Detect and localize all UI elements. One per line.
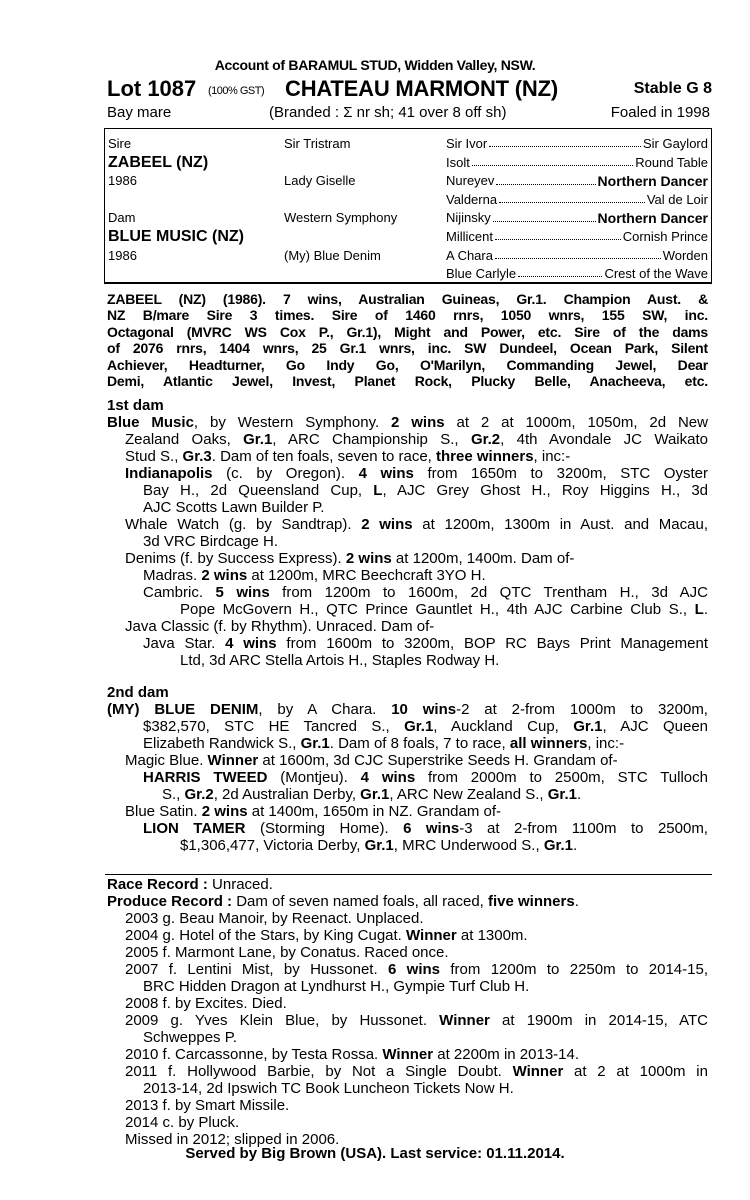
dotted-leader <box>495 248 661 259</box>
pedigree-row <box>105 266 711 284</box>
entry-line <box>107 1012 708 1029</box>
dam1-entry <box>107 635 708 669</box>
text: at 1200m, MRC Beechcraft 3YO H. <box>247 567 486 584</box>
pedigree-table <box>104 128 712 284</box>
text: , by Western Symphony. <box>193 414 392 431</box>
entry-line <box>107 927 708 944</box>
bold-text: 2 wins <box>361 516 413 533</box>
text: from 1650m to 3200m, STC Oyster <box>413 465 708 482</box>
bold-text: Produce Record : <box>107 893 237 910</box>
bold-text: 4 wins <box>358 465 414 482</box>
dotted-leader <box>496 173 595 185</box>
dam-name: BLUE MUSIC (NZ) <box>108 228 244 245</box>
service-note: Served by Big Brown (USA). Last service: 01.11.2014. <box>185 1145 565 1162</box>
sire-description-line: Demi, Atlantic Jewel, Invest, Planet Rock, Plucky Belle, Anacheeva, etc. <box>107 373 708 390</box>
bold-text: Indianapolis <box>125 465 213 482</box>
entry-line <box>107 944 708 961</box>
text: Blue Satin. <box>125 803 202 820</box>
bold-text: (MY) BLUE DENIM <box>107 701 259 718</box>
text: at 1200m, 1400m. Dam of- <box>391 550 575 567</box>
bold-text: Gr.1 <box>243 431 273 448</box>
bold-text: 2 wins <box>201 567 248 584</box>
entry-line <box>107 735 708 752</box>
text: 2011 f. Hollywood Barbie, by Not a Single Doubt. <box>125 1063 513 1080</box>
entry-line <box>107 533 708 550</box>
text: Whale Watch (g. by Sandtrap). <box>125 516 362 533</box>
text: from 1600m to 3200m, BOP RC Bays Print Management <box>276 635 708 652</box>
bold-text: Winner <box>512 1063 564 1080</box>
great-grandparent-name: Millicent <box>446 229 493 244</box>
text: 2013 f. by Smart Missile. <box>125 1097 290 1114</box>
entry-line <box>107 1063 708 1080</box>
bold-text: Gr.1 <box>547 786 577 803</box>
dam1-entry <box>107 584 708 618</box>
text: , MRC Underwood S., <box>393 837 544 854</box>
text: Schweppes P. <box>143 1029 237 1046</box>
great-grandparent <box>446 155 708 170</box>
bold-text: LION TAMER <box>143 820 246 837</box>
text: Bay H., 2d Queensland Cup, <box>143 482 374 499</box>
text: Dam of seven named foals, all raced, <box>236 893 488 910</box>
great-grandparent-sire: Round Table <box>635 154 708 170</box>
bold-text: Gr.1 <box>404 718 434 735</box>
great-grandparent-name: Nijinsky <box>446 210 491 226</box>
entry-line <box>107 995 708 1012</box>
dam1-entry <box>107 465 708 516</box>
grandparent-name: (My) Blue Denim <box>284 247 381 263</box>
bold-text: 4 wins <box>225 635 277 652</box>
divider <box>105 874 712 875</box>
sire-description-line: Octagonal (MVRC WS Cox P., Gr.1), Might and Power, etc. Sire of the dams <box>107 323 708 340</box>
bold-text: five winners <box>488 893 575 910</box>
bold-text: Gr.1 <box>300 735 330 752</box>
entry-line <box>107 718 708 735</box>
entry-line <box>107 482 708 499</box>
sire-description-line: of 2076 rnrs, 1404 wnrs, 25 Gr.1 wnrs, inc. SW Dundeel, Ocean Park, Silent <box>107 340 708 357</box>
great-grandparent-name: Nureyev <box>446 173 495 189</box>
bold-text: Gr.2 <box>184 786 214 803</box>
text: from 1200m to 1600m, 2d QTC Trentham H., 3d AJC <box>269 584 708 601</box>
produce-entry <box>107 1114 708 1131</box>
text: 2014 c. by Pluck. <box>125 1114 240 1131</box>
great-grandparent-sire: Northern Dancer <box>597 210 708 227</box>
entry-line <box>107 978 708 995</box>
dam2-entry <box>107 752 708 769</box>
bold-text: Winner <box>207 752 259 769</box>
text: at 2 at 1000m in <box>563 1063 708 1080</box>
first-dam-heading: 1st dam <box>107 397 164 414</box>
great-grandparent-sire: Northern Dancer <box>597 173 708 190</box>
bold-text: 2 wins <box>201 803 248 820</box>
text: , ARC New Zealand S., <box>389 786 548 803</box>
text: from 2000m to 2500m, STC Tulloch <box>415 769 708 786</box>
text: 3d VRC Birdcage H. <box>143 533 279 550</box>
text: (Storming Home). <box>245 820 404 837</box>
text: at 1600m, 3d CJC Superstrike Seeds H. Grandam of- <box>258 752 618 769</box>
great-grandparent-sire: Cornish Prince <box>622 229 708 244</box>
text: 2009 g. Yves Klein Blue, by Hussonet. <box>125 1012 440 1029</box>
dam-label: Dam <box>108 210 136 226</box>
text: , Auckland Cup, <box>433 718 574 735</box>
text: at 1400m, 1650m in NZ. Grandam of- <box>247 803 502 820</box>
great-grandparent-name: A Chara <box>446 247 493 263</box>
pedigree-row <box>105 173 711 191</box>
pedigree-row <box>105 155 711 173</box>
text: Java Classic (f. by Rhythm). Unraced. Dam of- <box>125 618 435 635</box>
entry-line <box>107 1114 708 1131</box>
pedigree-row <box>105 229 711 247</box>
text: -2 at 2-from 1000m to 3200m, <box>456 701 708 718</box>
bold-text: Gr.1 <box>543 837 573 854</box>
bold-text: Race Record : <box>107 876 213 893</box>
entry-line <box>107 701 708 718</box>
text: Elizabeth Randwick S., <box>143 735 301 752</box>
dam2-entry <box>107 701 708 752</box>
dam1-entry <box>107 516 708 550</box>
text: at 1200m, 1300m in Aust. and Macau, <box>412 516 708 533</box>
dotted-leader <box>499 192 645 203</box>
bold-text: Gr.3 <box>182 448 212 465</box>
stable-number: Stable G 8 <box>633 80 712 97</box>
text: , AJC Queen <box>602 718 708 735</box>
bold-text: 4 wins <box>360 769 416 786</box>
pedigree-row <box>105 136 711 154</box>
entry-line <box>107 910 708 927</box>
text: Unraced. <box>212 876 273 893</box>
great-grandparent-sire: Sir Gaylord <box>642 136 708 151</box>
first-dam-section <box>107 397 708 669</box>
bold-text: 10 wins <box>391 701 457 718</box>
entry-line <box>107 465 708 482</box>
text: Missed in 2012; slipped in 2006. <box>125 1131 340 1148</box>
produce-entry <box>107 961 708 995</box>
bold-text: 5 wins <box>215 584 270 601</box>
great-grandparent <box>446 192 708 207</box>
text: , ARC Championship S., <box>272 431 471 448</box>
produce-entry <box>107 944 708 961</box>
text: BRC Hidden Dragon at Lyndhurst H., Gympie Turf Club H. <box>143 978 530 995</box>
text: . <box>574 893 579 910</box>
bold-text: 2 wins <box>391 414 445 431</box>
text: Cambric. <box>143 584 216 601</box>
text: at 2 at 1000m, 1050m, 2d New <box>444 414 708 431</box>
text: , AJC Grey Ghost H., Roy Higgins H., 3d <box>382 482 708 499</box>
grandparent-name: Lady Giselle <box>284 173 356 189</box>
text: Denims (f. by Success Express). <box>125 550 346 567</box>
bold-text: Winner <box>406 927 457 944</box>
produce-entry <box>107 910 708 927</box>
produce-entry <box>107 1046 708 1063</box>
dotted-leader <box>489 136 641 147</box>
second-dam-section <box>107 684 708 854</box>
great-grandparent-name: Isolt <box>446 154 470 170</box>
great-grandparent <box>446 229 708 244</box>
produce-entry <box>107 893 708 910</box>
text: Pope McGovern H., QTC Prince Gauntlet H., 4th AJC Carbine Club S., <box>180 601 695 618</box>
bold-text: 2 wins <box>345 550 392 567</box>
foaled-year: Foaled in 1998 <box>610 104 710 121</box>
bold-text: HARRIS TWEED <box>143 769 268 786</box>
text: . <box>576 786 582 803</box>
dam2-entry <box>107 820 708 854</box>
bold-text: Winner <box>382 1046 434 1063</box>
entry-line <box>107 584 708 601</box>
text: (Montjeu). <box>267 769 361 786</box>
text: AJC Scotts Lawn Builder P. <box>143 499 325 516</box>
second-dam-heading: 2nd dam <box>107 684 169 701</box>
dam2-entry <box>107 769 708 803</box>
sire-description <box>107 291 708 389</box>
text: $1,306,477, Victoria Derby, <box>180 837 365 854</box>
horse-name: CHATEAU MARMONT (NZ) <box>285 76 558 101</box>
entry-line <box>107 448 708 465</box>
text: . Dam of 8 foals, 7 to race, <box>329 735 510 752</box>
dam1-entry <box>107 618 708 635</box>
text: (c. by Oregon). <box>212 465 359 482</box>
produce-entry <box>107 876 708 893</box>
bold-text: Blue Music <box>107 414 194 431</box>
text: . <box>703 601 708 618</box>
entry-line <box>107 1097 708 1114</box>
dam1-entry <box>107 567 708 584</box>
entry-line <box>107 803 708 820</box>
great-grandparent <box>446 210 708 226</box>
dam-year: 1986 <box>108 247 137 263</box>
great-grandparent-sire: Worden <box>662 247 708 263</box>
produce-entry <box>107 1012 708 1046</box>
bold-text: Gr.2 <box>470 431 501 448</box>
entry-line <box>107 652 708 669</box>
entry-line <box>107 567 708 584</box>
entry-line <box>107 431 708 448</box>
entry-line <box>107 769 708 786</box>
sire-name: ZABEEL (NZ) <box>108 153 209 171</box>
grandparent-name: Western Symphony <box>284 210 398 226</box>
entry-line <box>107 499 708 516</box>
bold-text: all winners <box>509 735 588 752</box>
horse-brand: (Branded : Σ nr sh; 41 over 8 off sh) <box>269 104 507 121</box>
lot-number: Lot 1087 <box>107 76 197 101</box>
bold-text: L <box>373 482 383 499</box>
sire-label: Sire <box>108 136 132 151</box>
title-row <box>107 76 712 102</box>
entry-line <box>107 635 708 652</box>
dotted-leader <box>495 229 621 240</box>
sire-description-line: ZABEEL (NZ) (1986). 7 wins, Australian Guineas, Gr.1. Champion Aust. & <box>107 291 708 307</box>
great-grandparent-name: Sir Ivor <box>446 136 488 151</box>
great-grandparent-sire: Crest of the Wave <box>604 266 708 282</box>
text: Madras. <box>143 567 202 584</box>
text: , inc:- <box>587 735 625 752</box>
text: . <box>573 837 578 854</box>
entry-line <box>107 550 708 567</box>
dam1-entry <box>107 550 708 567</box>
text: , 2d Australian Derby, <box>213 786 361 803</box>
entry-line <box>107 752 708 769</box>
pedigree-row <box>105 192 711 210</box>
produce-entry <box>107 995 708 1012</box>
dotted-leader <box>472 155 633 166</box>
pedigree-row <box>105 248 711 266</box>
gst-note: (100% GST) <box>208 85 265 97</box>
text: at 1300m. <box>456 927 528 944</box>
grandparent-name: Sir Tristram <box>284 136 351 151</box>
entry-line <box>107 1080 708 1097</box>
produce-entry <box>107 1097 708 1114</box>
entry-line <box>107 893 708 910</box>
text: at 1900m in 2014-15, ATC <box>489 1012 708 1029</box>
text: , 4th Avondale JC Waikato <box>500 431 708 448</box>
bold-text: Gr.1 <box>360 786 390 803</box>
text: 2003 g. Beau Manoir, by Reenact. Unplaced. <box>125 910 424 927</box>
produce-entry <box>107 927 708 944</box>
text: , by A Chara. <box>258 701 392 718</box>
dotted-leader <box>493 210 596 222</box>
text: 2004 g. Hotel of the Stars, by King Cugat. <box>125 927 407 944</box>
great-grandparent-name: Valderna <box>446 191 498 207</box>
entry-line <box>107 414 708 431</box>
entry-line <box>107 516 708 533</box>
text: Stud S., <box>125 448 183 465</box>
dam1-entry <box>107 414 708 465</box>
bold-text: Gr.1 <box>364 837 394 854</box>
text: 2005 f. Marmont Lane, by Conatus. Raced once. <box>125 944 449 961</box>
vendor-account: Account of BARAMUL STUD, Widden Valley, NSW. <box>214 57 536 73</box>
entry-line <box>107 876 708 893</box>
text: at 2200m in 2013-14. <box>433 1046 580 1063</box>
entry-line <box>107 601 708 618</box>
entry-line <box>107 1029 708 1046</box>
produce-entry <box>107 1063 708 1097</box>
great-grandparent <box>446 136 708 151</box>
text: 2010 f. Carcassonne, by Testa Rossa. <box>125 1046 383 1063</box>
bold-text: 6 wins <box>387 961 441 978</box>
bold-text: three winners <box>436 448 534 465</box>
text: $382,570, STC HE Tancred S., <box>143 718 405 735</box>
bold-text: Gr.1 <box>573 718 603 735</box>
text: 2013-14, 2d Ipswich TC Book Luncheon Tickets Now H. <box>143 1080 514 1097</box>
entry-line <box>107 786 708 803</box>
text: Magic Blue. <box>125 752 208 769</box>
text: from 1200m to 2250m to 2014-15, <box>440 961 709 978</box>
entry-line <box>107 961 708 978</box>
great-grandparent-name: Blue Carlyle <box>446 266 517 282</box>
entry-line <box>107 618 708 635</box>
sire-description-line: NZ B/mare Sire 3 times. Sire of 1460 rnrs, 1050 wnrs, 155 SW, inc. <box>107 307 708 324</box>
produce-record-section <box>107 876 708 1148</box>
text: Ltd, 3d ARC Stella Artois H., Staples Rodway H. <box>180 652 500 669</box>
bold-text: 6 wins <box>403 820 460 837</box>
entry-line <box>107 820 708 837</box>
text: Java Star. <box>143 635 226 652</box>
great-grandparent <box>446 248 708 263</box>
sire-year: 1986 <box>108 173 137 189</box>
bold-text: Winner <box>439 1012 490 1029</box>
text: Zealand Oaks, <box>125 431 244 448</box>
text: S., <box>162 786 185 803</box>
text: 2007 f. Lentini Mist, by Hussonet. <box>125 961 388 978</box>
bold-text: L <box>694 601 704 618</box>
dotted-leader <box>518 266 602 277</box>
text: . Dam of ten foals, seven to race, <box>211 448 437 465</box>
sire-description-line: Achiever, Headturner, Go Indy Go, O'Marilyn, Commanding Jewel, Dear <box>107 356 708 373</box>
horse-sex: Bay mare <box>107 104 172 121</box>
text: , inc:- <box>533 448 571 465</box>
text: 2008 f. by Excites. Died. <box>125 995 287 1012</box>
great-grandparent <box>446 266 708 281</box>
dam2-entry <box>107 803 708 820</box>
entry-line <box>107 837 708 854</box>
text: -3 at 2-from 1100m to 2500m, <box>459 820 708 837</box>
great-grandparent <box>446 173 708 189</box>
entry-line <box>107 1046 708 1063</box>
great-grandparent-sire: Val de Loir <box>646 191 708 207</box>
pedigree-row <box>105 210 711 228</box>
